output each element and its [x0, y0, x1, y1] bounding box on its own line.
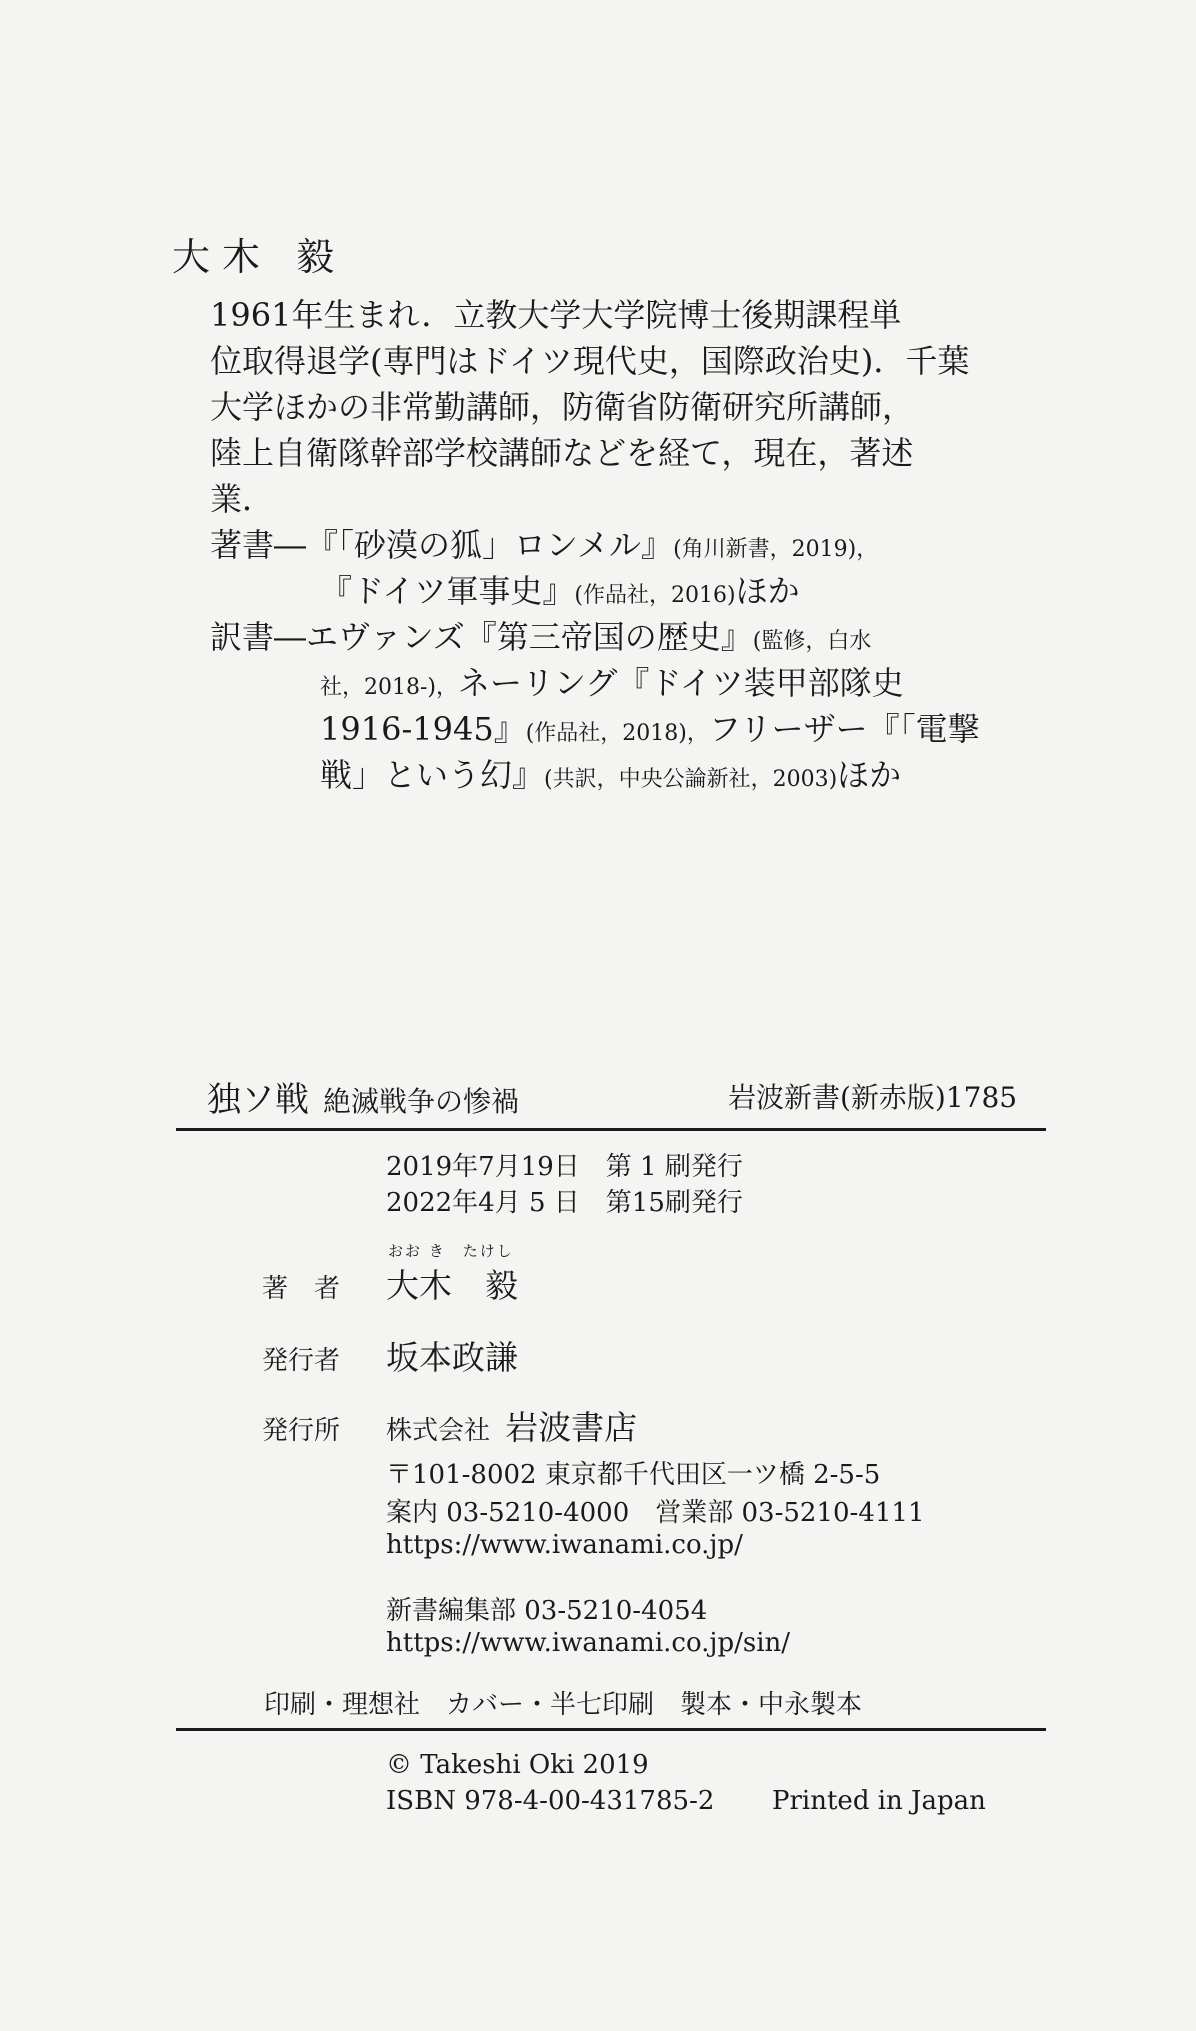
book-subtitle: 絶滅戦争の惨禍	[323, 1085, 520, 1118]
office	[386, 1402, 637, 1449]
translations-title-3: 1916-1945』	[320, 710, 526, 748]
translations-line-4	[320, 752, 901, 803]
works-note-2: (作品社，2016)	[574, 583, 736, 608]
bio-line-4: 陸上自衛隊幹部学校講師などを経て，現在，著述	[210, 434, 914, 472]
translations-title-2: ネーリング『ドイツ装甲部隊史	[458, 664, 904, 702]
edition-line-1: 2019年7月19日 第 1 刷発行	[386, 1152, 743, 1182]
book-title-main: 独ソ戦	[207, 1080, 309, 1120]
publisher-label: 発行者	[262, 1346, 341, 1376]
author-ruby: おお き たけし	[388, 1242, 514, 1260]
office-prefix: 株式会社	[386, 1416, 491, 1446]
bottom-rule	[176, 1728, 1046, 1731]
office-name: 岩波書店	[505, 1408, 638, 1447]
works-end-2: ほか	[735, 572, 800, 610]
translations-line-1	[210, 614, 871, 665]
publisher-name: 坂本政謙	[386, 1338, 518, 1377]
author-heading: 大木 毅	[172, 235, 347, 279]
printing-credits: 印刷・理想社 カバー・半七印刷 製本・中永製本	[264, 1690, 863, 1720]
bio-line-2: 位取得退学(専門はドイツ現代史，国際政治史)．千葉	[210, 342, 970, 380]
isbn: ISBN 978-4-00-431785-2	[386, 1786, 715, 1816]
address: 〒101-8002 東京都千代田区一ツ橋 2-5-5	[386, 1460, 881, 1490]
translations-line-2	[320, 660, 904, 711]
author-label: 著 者	[262, 1274, 341, 1304]
bio-line-3: 大学ほかの非常勤講師，防衛省防衛研究所講師，	[210, 388, 915, 426]
series-label: 岩波新書(新赤版)1785	[728, 1081, 1018, 1114]
works-line-2	[320, 568, 800, 619]
bio-line-1: 1961年生まれ．立教大学大学院博士後期課程単	[210, 296, 902, 334]
copyright: © Takeshi Oki 2019	[386, 1750, 649, 1780]
translations-title-1: エヴァンズ『第三帝国の歴史』	[306, 618, 753, 656]
works-title-1: 『「砂漠の狐」ロンメル』	[306, 526, 674, 564]
works-note-1: (角川新書，2019)，	[673, 537, 879, 562]
translations-end-4: ほか	[837, 756, 902, 794]
top-rule	[176, 1128, 1046, 1131]
translations-end-3: フリーザー『「電撃	[708, 710, 980, 748]
bio-line-5: 業．	[210, 480, 275, 518]
author-name: 大木 毅	[386, 1266, 518, 1305]
translations-label: 訳書―	[210, 618, 307, 656]
translations-note-1: (監修，白水	[752, 629, 872, 654]
works-title-2: 『ドイツ軍事史』	[320, 572, 575, 610]
dept-url: https://www.iwanami.co.jp/sin/	[386, 1628, 791, 1658]
translations-note-2: 社，2018-)，	[320, 675, 459, 700]
printed-in: Printed in Japan	[772, 1786, 986, 1816]
url: https://www.iwanami.co.jp/	[386, 1530, 743, 1560]
office-label: 発行所	[262, 1416, 341, 1446]
dept-phone: 新書編集部 03-5210-4054	[386, 1596, 708, 1626]
works-label: 著書―	[210, 526, 307, 564]
works-line-1	[210, 522, 878, 573]
translations-title-4: 戦」という幻』	[320, 756, 545, 794]
edition-line-2: 2022年4月 5 日 第15刷発行	[386, 1188, 743, 1218]
phone: 案内 03-5210-4000 営業部 03-5210-4111	[386, 1498, 925, 1528]
book-title	[207, 1072, 519, 1121]
translations-note-3: (作品社，2018)，	[525, 721, 709, 746]
translations-line-3	[320, 706, 980, 757]
translations-note-4: (共訳，中央公論新社，2003)	[544, 767, 838, 792]
